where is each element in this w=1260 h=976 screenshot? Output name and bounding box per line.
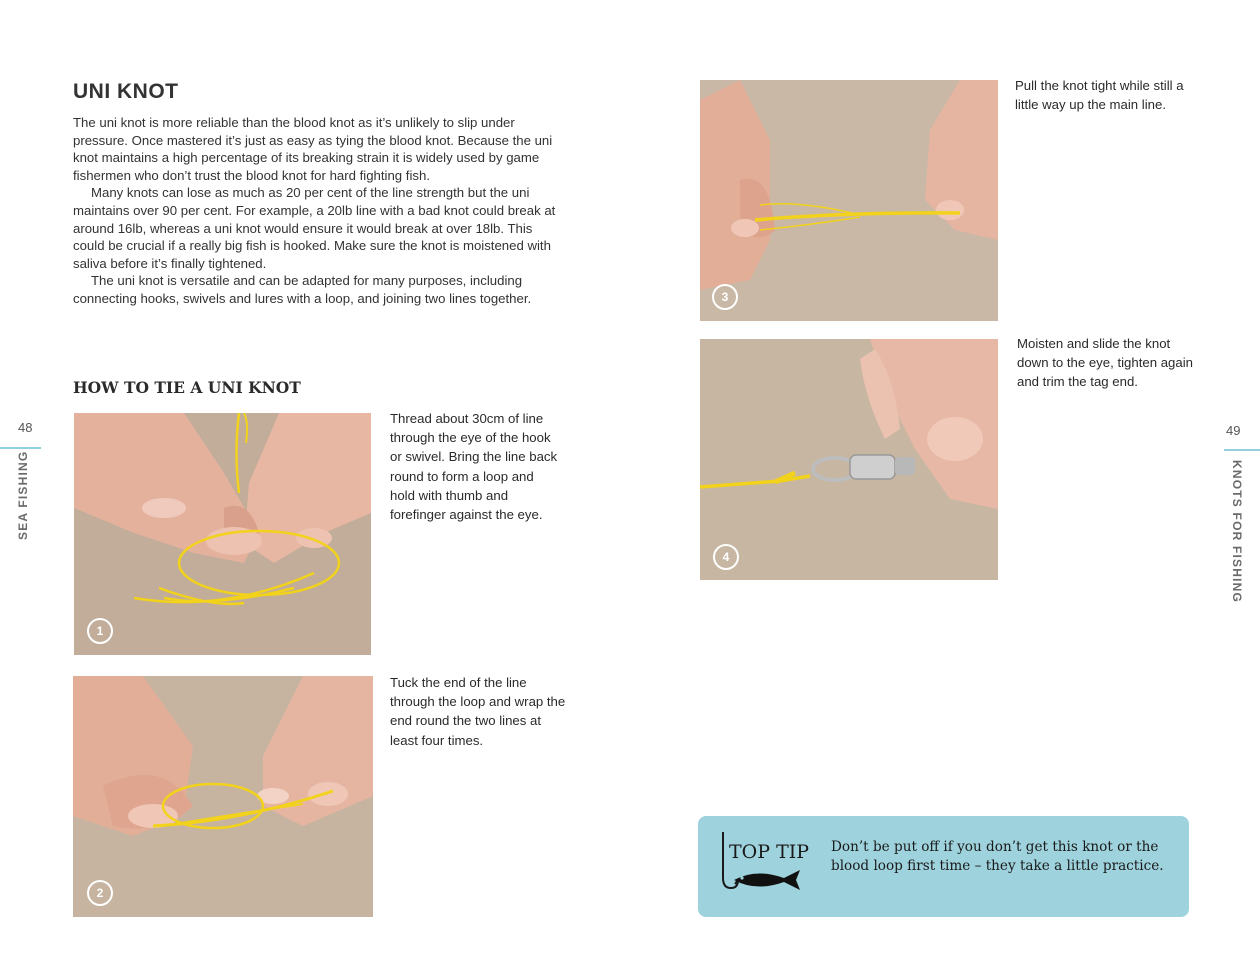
step-number-badge: 4 xyxy=(713,544,739,570)
intro-paragraph: Many knots can lose as much as 20 per cent of the line strength but the uni maintains over 90 per cent. For example, a 20lb line with a bad knot could break at around 16lb, whereas a uni knot would ensure it would break at over 18lb. This could be crucial if a really big fish is hooked. Make sure the knot is moistened with saliva before it’s finally tightened. xyxy=(73,185,556,271)
step-3-photo xyxy=(700,80,998,321)
top-tip-text: Don’t be put off if you don’t get this knot or the blood loop first time – they take a little practice. xyxy=(831,839,1164,874)
section-heading: HOW TO TIE A UNI KNOT xyxy=(73,378,301,397)
hook-fish-icon xyxy=(716,830,806,896)
step-number-badge: 3 xyxy=(712,284,738,310)
top-tip-label: TOP TIP xyxy=(729,841,810,863)
step-number-badge: 2 xyxy=(87,880,113,906)
step-2-photo xyxy=(73,676,373,917)
step-2-caption: Tuck the end of the line through the loop and wrap the end round the two lines at least four times. xyxy=(390,675,566,748)
step-1-photo xyxy=(74,413,371,655)
page-number: 49 xyxy=(1226,423,1241,438)
page-title: UNI KNOT xyxy=(73,80,179,103)
intro-text xyxy=(73,114,563,308)
intro-paragraph: The uni knot is versatile and can be adapted for many purposes, including connecting hooks, swivels and lures with a loop, and joining two lines together. xyxy=(73,273,532,306)
step-4-photo xyxy=(700,339,998,580)
section-label: SEA FISHING xyxy=(16,450,30,540)
intro-paragraph: The uni knot is more reliable than the blood knot as it’s unlikely to slip under pressure. Once mastered it’s just as easy as tying the blood knot. Because the uni knot maintains a high percentage of its breaking strain it is widely used by game fishermen who don’t trust the blood knot for hard fighting fish. xyxy=(73,115,553,183)
page-number: 48 xyxy=(18,420,33,435)
step-3-caption: Pull the knot tight while still a little way up the main line. xyxy=(1015,78,1184,113)
step-number-badge: 1 xyxy=(87,618,113,644)
step-1-caption: Thread about 30cm of line through the eye of the hook or swivel. Bring the line back round to form a loop and hold with thumb and forefinger against the eye. xyxy=(390,411,558,523)
side-divider xyxy=(1224,449,1260,451)
side-divider xyxy=(0,447,41,449)
step-4-caption: Moisten and slide the knot down to the eye, tighten again and trim the tag end. xyxy=(1017,336,1193,390)
section-label: KNOTS FOR FISHING xyxy=(1230,460,1244,604)
